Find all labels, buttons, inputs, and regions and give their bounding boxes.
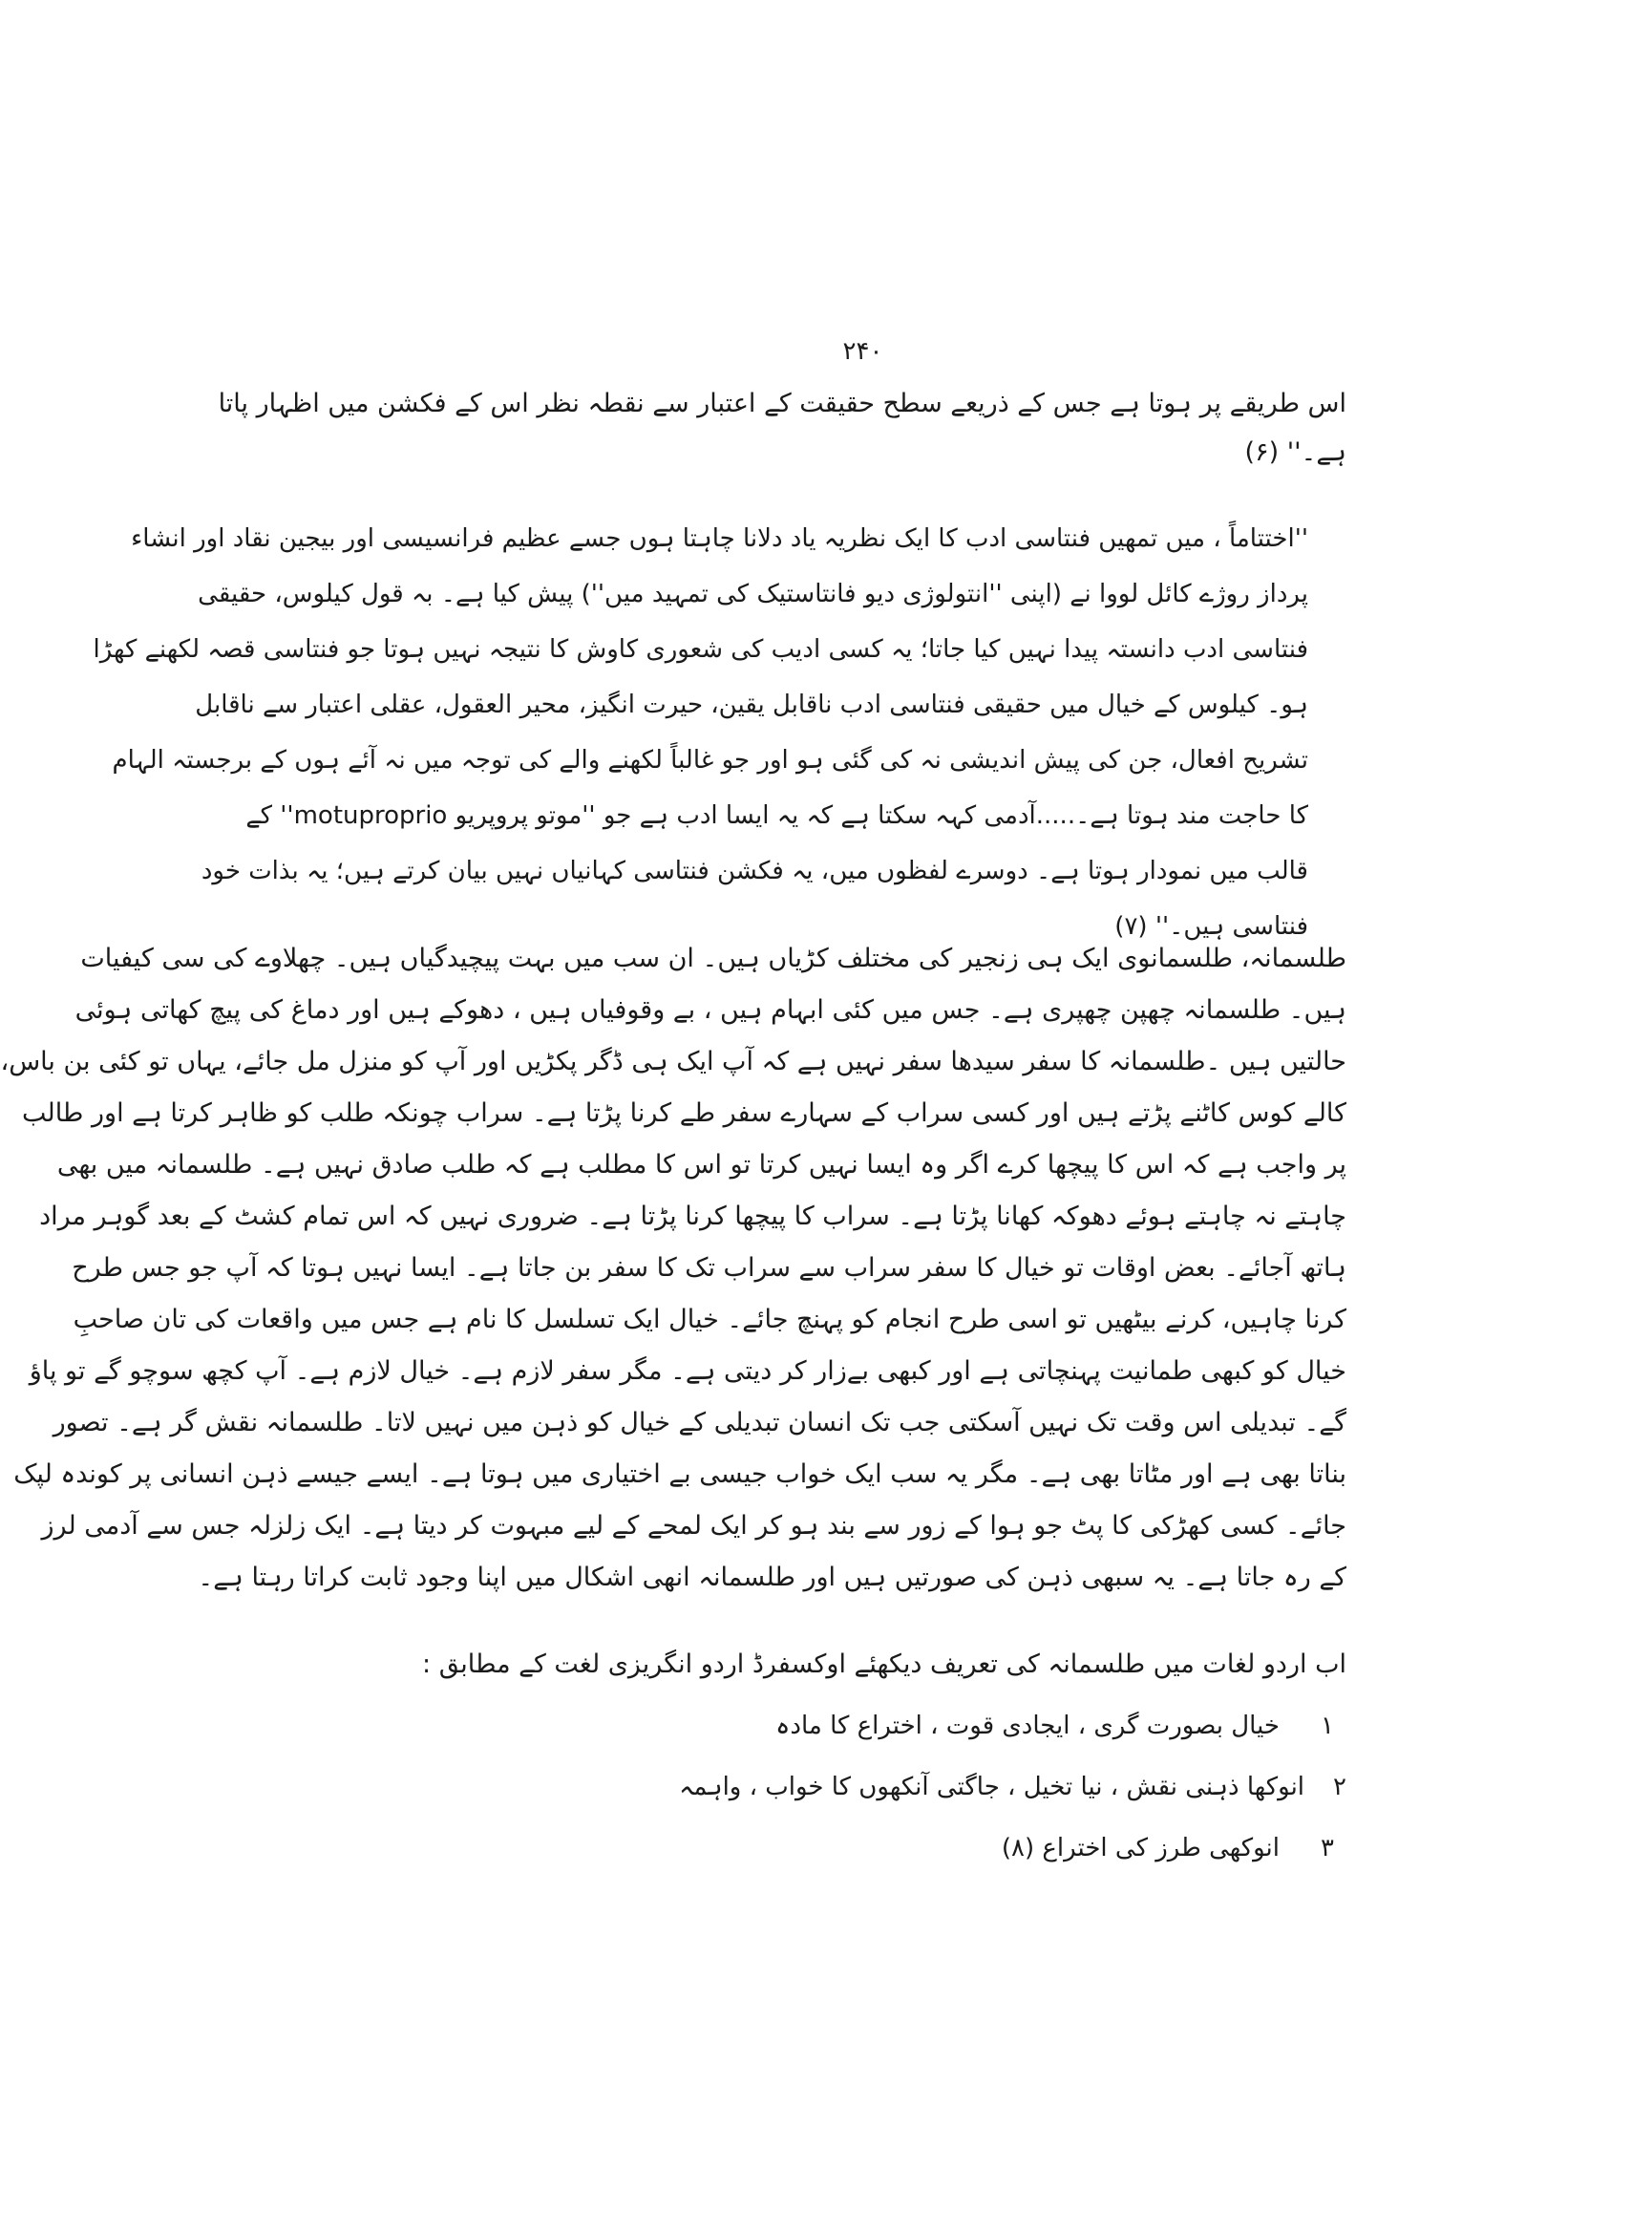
list-item (773, 1695, 1346, 1756)
quote-line: تشریح افعال، جن کی پیش اندیشی نہ کی گئی ہو اور جو غالباً لکھنے والے کی توجہ میں نہ آئے ہوں کے برجستہ الہام (112, 746, 1308, 775)
list-item (773, 1818, 1346, 1879)
list-number: ۳ (1321, 1834, 1334, 1862)
definition-list (679, 1695, 1346, 1879)
dictionary-intro-line: اب اردو لغات میں طلسمانہ کی تعریف دیکھئے اوکسفرڈ اردو انگریزی لغت کے مطابق : (422, 1649, 1346, 1679)
quote-line: کا حاجت مند ہوتا ہے۔.....آدمی کہہ سکتا ہے کہ یہ ایسا ادب ہے جو ''موتو پروپریو motuproprio'' کے (245, 801, 1308, 830)
paragraph-line: گے۔ تبدیلی اس وقت تک نہیں آسکتی جب تک انسان تبدیلی کے خیال کو ذہن میں نہیں لاتا۔ طلسمانہ نقش گر ہے۔ تصور (53, 1408, 1346, 1437)
dictionary-intro (363, 1641, 1346, 1689)
quote-line: ''اختتاماً ، میں تمھیں فنتاسی ادب کا ایک نظریہ یاد دلانا چاہتا ہوں جسے عظیم فرانسیسی اور بیجین نقاد اور انشاء (131, 524, 1308, 553)
paragraph-line: کالے کوس کاٹنے پڑتے ہیں اور کسی سراب کے سہارے سفر طے کرنا پڑتا ہے۔ سراب چونکہ طلب کو ظاہر کرتا ہے اور طالب (21, 1098, 1346, 1128)
paragraph-line: خیال کو کبھی طمانیت پہنچاتی ہے اور کبھی بےزار کر دیتی ہے۔ مگر سفر لازم ہے۔ خیال لازم ہے۔ آپ کچھ سوچو گے تو پاؤ (29, 1356, 1346, 1386)
list-item (679, 1756, 1346, 1818)
text-line: اس طریقے پر ہوتا ہے جس کے ذریعے سطح حقیقت کے اعتبار سے نقطہ نظر اس کے فکشن میں اظہار پاتا (218, 389, 1346, 418)
list-number: ۱ (1321, 1712, 1334, 1740)
text-line: ہے۔'' (۶) (1244, 437, 1346, 467)
list-text: انوکھی طرز کی اختراع (۸) (1001, 1834, 1280, 1862)
list-number: ۲ (1333, 1773, 1346, 1801)
quote-line: قالب میں نمودار ہوتا ہے۔ دوسرے لفظوں میں، یہ فکشن فنتاسی کہانیاں نہیں بیان کرتے ہیں؛ یہ بذات خود (201, 857, 1308, 885)
paragraph-line: چاہتے نہ چاہتے ہوئے دھوکہ کھانا پڑتا ہے۔ سراب کا پیچھا کرنا پڑتا ہے۔ ضروری نہیں کہ اس تمام کشٹ کے بعد گوہر مراد (39, 1202, 1346, 1231)
body-paragraph (0, 933, 1346, 1604)
paragraph-line: پر واجب ہے کہ اس کا پیچھا کرے اگر وہ ایسا نہیں کرتا تو اس کا مطلب ہے کہ طلب صادق نہیں ہے۔ طلسمانہ میں بھی (56, 1150, 1346, 1180)
intro-text (218, 379, 1346, 477)
quote-line: پرداز روژے کائل لووا نے (اپنی ''انتولوژی دیو فانتاستیک کی تمہید میں'') پیش کیا ہے۔ بہ قول کیلوس، حقیقی (198, 580, 1308, 608)
paragraph-line: ہاتھ آجائے۔ بعض اوقات تو خیال کا سفر سراب سے سراب تک کا سفر بن جاتا ہے۔ ایسا نہیں ہوتا کہ آپ جو جس طرح (72, 1253, 1346, 1283)
block-quote (93, 511, 1308, 954)
paragraph-line: کے رہ جاتا ہے۔ یہ سبھی ذہن کی صورتیں ہیں اور طلسمانہ انھی اشکال میں اپنا وجود ثابت کراتا رہتا ہے۔ (198, 1563, 1346, 1592)
paragraph-line: جائے۔ کسی کھڑکی کا پٹ جو ہوا کے زور سے بند ہو کر ایک لمحے کے لیے مبہوت کر دیتا ہے۔ ایک زلزلہ جس سے آدمی لرز (41, 1511, 1346, 1541)
list-text: انوکھا ذہنی نقش ، نیا تخیل ، جاگتی آنکھوں کا خواب ، واہمہ (679, 1773, 1305, 1801)
page-number: ۲۴۰ (842, 337, 883, 366)
paragraph-line: حالتیں ہیں ۔طلسمانہ کا سفر سیدھا سفر نہیں ہے کہ آپ ایک ہی ڈگر پکڑیں اور آپ کو منزل مل جائے، یہاں تو کئی بن باس، (0, 1047, 1346, 1076)
paragraph-line: بناتا بھی ہے اور مٹاتا بھی ہے۔ مگر یہ سب ایک خواب جیسی بے اختیاری میں ہوتا ہے۔ ایسے جیسے ذہن انسانی پر کوندہ لپک (13, 1459, 1346, 1489)
quote-line: فنتاسی ہیں۔'' (۷) (1114, 912, 1308, 941)
quote-line: فنتاسی ادب دانستہ پیدا نہیں کیا جاتا؛ یہ کسی ادیب کی شعوری کاوش کا نتیجہ نہیں ہوتا جو فنتاسی قصہ لکھنے کھڑا (93, 635, 1308, 664)
quote-line: ہو۔ کیلوس کے خیال میں حقیقی فنتاسی ادب ناقابل یقین، حیرت انگیز، محیر العقول، عقلی اعتبار سے ناقابل (195, 691, 1308, 719)
paragraph-line: طلسمانہ، طلسمانوی ایک ہی زنجیر کی مختلف کڑیاں ہیں۔ ان سب میں بہت پیچیدگیاں ہیں۔ چھلاوے کی سی کیفیات (80, 944, 1346, 973)
paragraph-line: کرنا چاہیں، کرنے بیٹھیں تو اسی طرح انجام کو پہنچ جائے۔ خیال ایک تسلسل کا نام ہے جس میں واقعات کی تان صاحبِ (73, 1305, 1346, 1334)
paragraph-line: ہیں۔ طلسمانہ چھپن چھپری ہے۔ جس میں کئی ابہام ہیں ، بے وقوفیاں ہیں ، دھوکے ہیں اور دماغ کی پیچ کھاتی ہوئی (74, 995, 1346, 1025)
list-text: خیال بصورت گری ، ایجادی قوت ، اختراع کا مادہ (775, 1712, 1280, 1740)
